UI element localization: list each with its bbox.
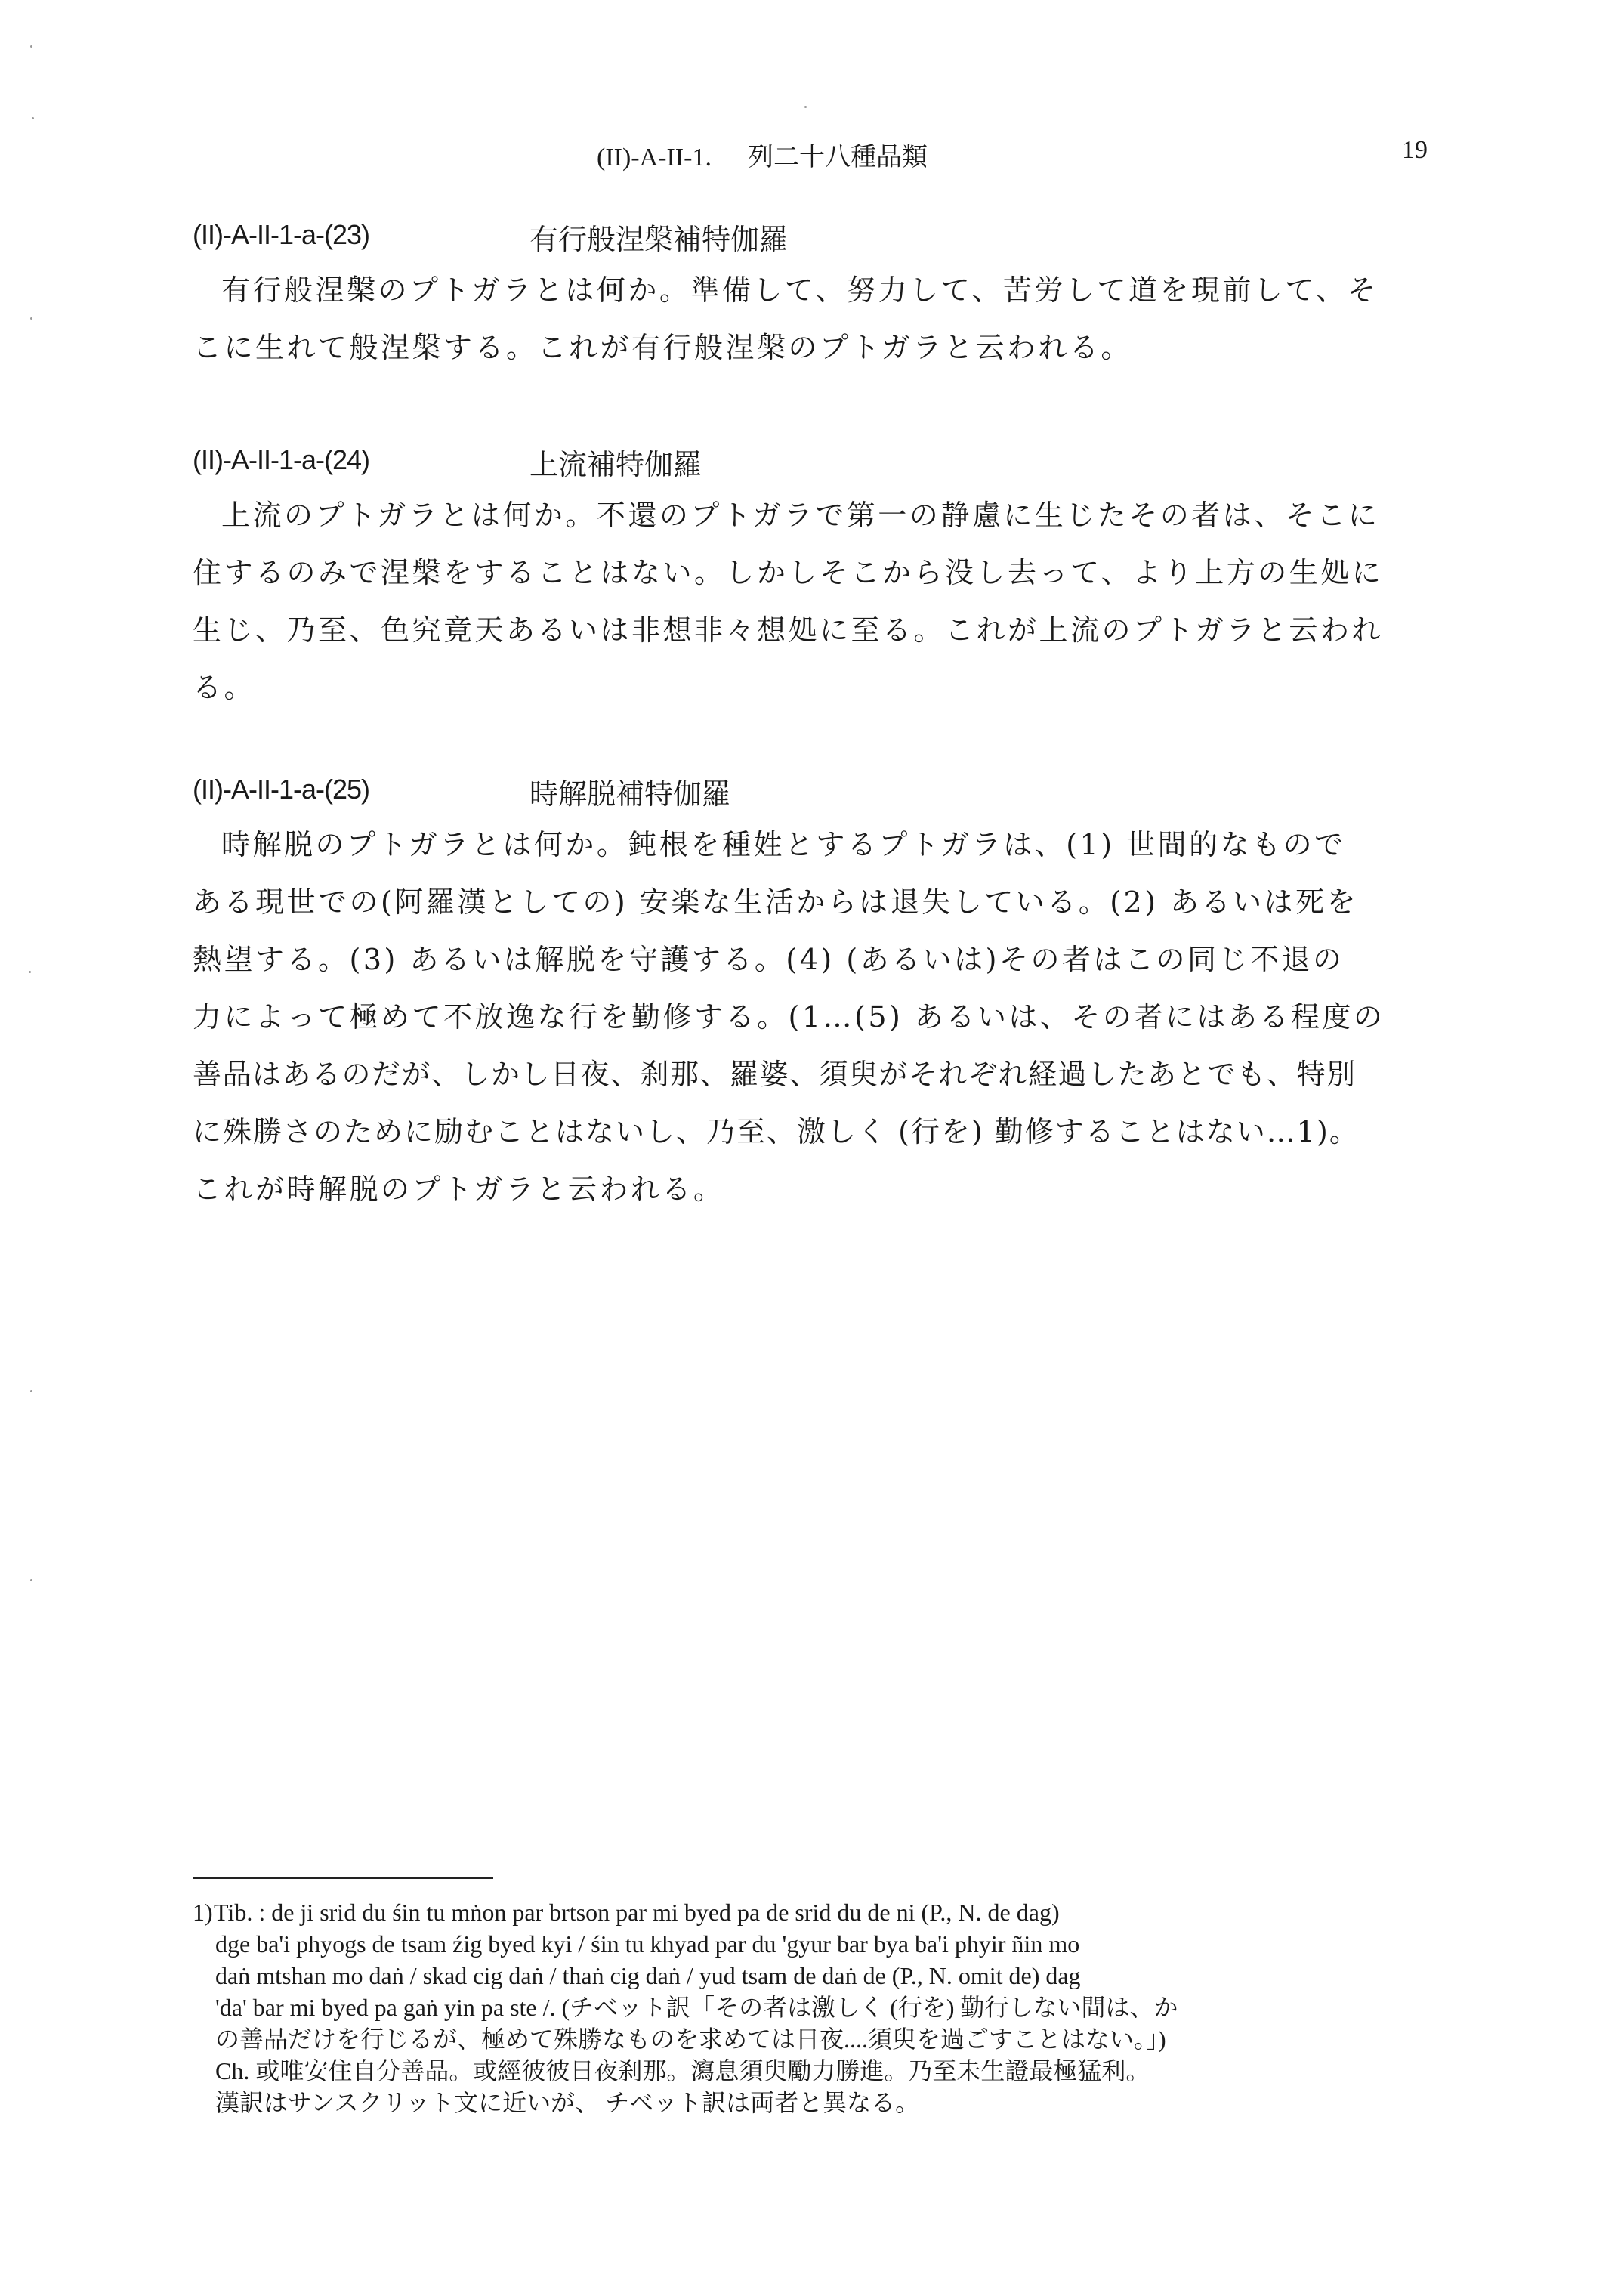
footnote-tib-line: daṅ mtshan mo daṅ / skad cig daṅ / thaṅ cig daṅ / yud tsam de daṅ de (P., N. omit de) dag [215, 1962, 1081, 1989]
page-number: 19 [1402, 136, 1428, 164]
scan-speck [30, 1579, 32, 1581]
section-code: (II)-A-II-1-a-(24) [193, 444, 369, 475]
section-heading [193, 438, 1450, 487]
footnote [193, 1896, 1469, 2118]
footnote-tib-line: の善品だけを行じるが、極めて殊勝なものを求めては日夜....須臾を過ごすことはない。」) [215, 2026, 1166, 2053]
section-paragraph [193, 487, 1450, 716]
paragraph-line: 有行般涅槃のプトガラとは何か。準備して、努力して、苦労して道を現前して、そ [221, 273, 1379, 307]
paragraph-line: これが時解脱のプトガラと云われる。 [193, 1173, 725, 1206]
paragraph-line: に殊勝さのために励むことはないし、乃至、激しく (行を) 勤修することはない…1)。 [193, 1115, 1360, 1148]
footnote-tib-line: Tib. : de ji srid du śin tu mṅon par brtson par mi byed pa de srid du de ni (P., N. de dag) [214, 1899, 1060, 1926]
running-head [0, 133, 1624, 178]
section-heading [193, 768, 1450, 816]
scan-speck [804, 106, 807, 108]
paragraph-line: ある現世での(阿羅漢としての) 安楽な生活からは退失している。(2) あるいは死を [193, 885, 1359, 919]
paragraph-line: こに生れて般涅槃する。これが有行般涅槃のプトガラと云われる。 [193, 331, 1132, 364]
section-paragraph [193, 816, 1450, 1218]
section-title: 有行般涅槃補特伽羅 [529, 223, 789, 256]
paragraph-line: 上流のプトガラとは何か。不還のプトガラで第一の静慮に生じたその者は、そこに [221, 499, 1380, 532]
section-23 [193, 213, 1450, 376]
running-head-section: (II)-A-II-1. [597, 144, 712, 172]
footnote-note-line: 漢訳はサンスクリット文に近いが、 チベット訳は両者と異なる。 [215, 2089, 920, 2116]
paragraph-line: 時解脱のプトガラとは何か。鈍根を種姓とするプトガラは、(1) 世間的なもので [221, 828, 1346, 861]
section-title: 時解脱補特伽羅 [529, 777, 731, 811]
scan-speck [32, 117, 34, 119]
section-code: (II)-A-II-1-a-(25) [193, 774, 369, 805]
section-heading [193, 213, 1450, 261]
paragraph-line: る。 [193, 671, 256, 704]
footnote-body [215, 1896, 1469, 2118]
scan-speck [30, 317, 32, 320]
section-title: 上流補特伽羅 [529, 448, 702, 481]
footnote-tib-line: 'da' bar mi byed pa gaṅ yin pa ste /. (チベット訳「その者は激しく (行を) 勤行しない間は、か [215, 1994, 1178, 2021]
footnote-ch-line: Ch. 或唯安住自分善品。或經彼彼日夜刹那。瀉息須臾勵力勝進。乃至未生證最極猛利。 [215, 2057, 1150, 2084]
paragraph-line: 熱望する。(3) あるいは解脱を守護する。(4) (あるいは)その者はこの同じ不退の [193, 943, 1345, 976]
section-24 [193, 438, 1450, 716]
footnote-number: 1) [193, 1899, 213, 1926]
section-25 [193, 768, 1450, 1218]
running-head-chapter: 列二十八種品類 [747, 144, 928, 172]
scan-speck [29, 971, 31, 973]
paragraph-line: 住するのみで涅槃をすることはない。しかしそこから没し去って、より上方の生処に [193, 556, 1384, 589]
section-paragraph [193, 261, 1450, 376]
paragraph-line: 生じ、乃至、色究竟天あるいは非想非々想処に至る。これが上流のプトガラと云われ [193, 613, 1383, 647]
running-head-title [597, 136, 928, 173]
paragraph-line: 力によって極めて不放逸な行を勤修する。(1…(5) あるいは、その者にはある程度の [193, 1000, 1385, 1034]
footnote-tib-line: dge ba'i phyogs de tsam źig byed kyi / śin tu khyad par du 'gyur bar bya ba'i phyir ñin mo [215, 1930, 1080, 1958]
footnote-rule [193, 1877, 493, 1879]
scan-speck [30, 1390, 32, 1392]
section-code: (II)-A-II-1-a-(23) [193, 219, 369, 250]
paragraph-line: 善品はあるのだが、しかし日夜、刹那、羅婆、須臾がそれぞれ経過したあとでも、特別 [193, 1058, 1357, 1091]
scan-speck [30, 45, 32, 48]
